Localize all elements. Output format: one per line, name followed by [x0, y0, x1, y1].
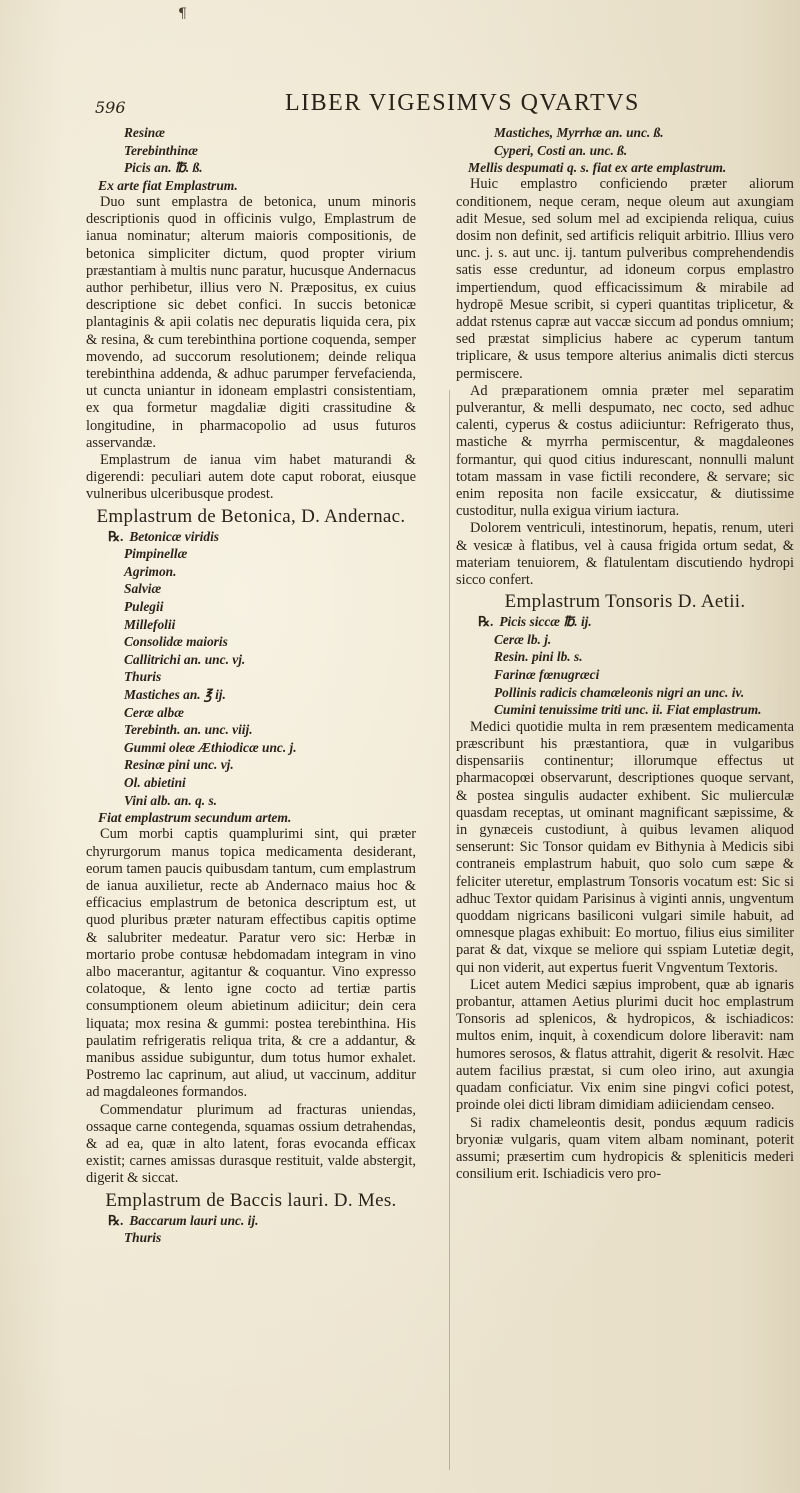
ingredient: Ol. abietini	[124, 774, 186, 790]
ingredient: ℞. Picis siccæ ℔. ij.	[478, 614, 592, 630]
ingredient: Farinæ fœnugræci	[494, 667, 600, 683]
ingredient: Terebinthinæ	[124, 142, 198, 158]
ingredient: Resinæ	[124, 125, 165, 140]
paragraph: Emplastrum de ianua vim habet maturandi & digerendi: peculiari autem dote caput roborat, eiusque vulneribus ulceribusque prodest.	[86, 452, 416, 503]
ingredient: Ceræ lb. j.	[494, 631, 552, 647]
recipe-symbol-icon: ℞.	[478, 614, 494, 630]
recipe-note: Fiat emplastrum secundum artem.	[98, 810, 292, 826]
ingredient: Ceræ albæ	[124, 704, 184, 720]
ingredient: Salviæ	[124, 581, 162, 597]
recipe-note: Ex arte fiat Emplastrum.	[98, 177, 238, 193]
ingredient: Agrimon.	[124, 563, 177, 579]
ingredient: Pollinis radicis chamæleonis nigri an unc. iv.	[494, 684, 745, 700]
ingredient: Pimpinellæ	[124, 546, 188, 562]
paragraph: Dolorem ventriculi, intestinorum, hepatis, renum, uteri & vesicæ à flatibus, vel à causa frigida ortum sedat, & materiam tenuiorem, & flatulentam discutiendo hydropi sicco confert.	[456, 520, 794, 589]
ingredient: Resinæ pini unc. vj.	[124, 757, 234, 773]
ingredient: Consolidæ maioris	[124, 634, 228, 650]
ingredient: Gummi oleæ Æthiodicæ unc. j.	[124, 739, 297, 755]
ingredient: Callitrichi an. unc. vj.	[124, 651, 246, 667]
ingredient: Pulegii	[124, 599, 164, 615]
ingredient: Millefolii	[124, 616, 176, 632]
paragraph: Duo sunt emplastra de betonica, unum minoris descriptionis quod in officinis vulgo, Emplastrum de ianua nominatur; alterum maioris compositionis, de betonica simpliciter dictum, quod propter virium præstantiam à multis nunc paratur, hucusque Andernacus author perhibetur, illius vero N. Præpositus, ex cuius descriptione sic debet confici. In succis betonicæ plantaginis & apii colatis nec depuratis liquida cera, pix & resina, & cum terebinthina portione coquenda, semper movendo, ad succorum resolutionem; deinde reliqua terebinthina addenda, & adhuc parumper fervefacienda, ut cuncta uniantur in idoneam emplastri consistentiam, ex qua formetur magdaliæ digiti crassitudine & longitudine, in pharmacopolio ad usus futuros asservandæ.	[86, 193, 416, 451]
ingredient: Mastiches an. ℥ ij.	[124, 686, 226, 702]
section-title: Emplastrum de Betonica, D. Andernac.	[96, 505, 406, 527]
page-number: 596	[95, 98, 126, 117]
ingredient: Terebinth. an. unc. viij.	[124, 722, 253, 738]
ingredient: Cumini tenuissime triti unc. ii. Fiat emplastrum.	[494, 702, 762, 718]
recipe-symbol-icon: ℞.	[108, 1212, 124, 1228]
ingredient: Picis an. ℔. ß.	[124, 160, 203, 176]
right-column	[456, 124, 794, 1183]
running-title: LIBER VIGESIMVS QVARTVS	[285, 90, 640, 116]
section-title: Emplastrum de Baccis lauri. D. Mes.	[105, 1189, 397, 1211]
ingredient: Thuris	[124, 669, 162, 685]
paragraph: Si radix chameleontis desit, pondus æquum radicis bryoniæ vulgaris, quam vitem albam nominant, poterit assumi; præsertim cum hydropicis & spleniticis mederi consilium erit. Ischiadicis vero pro-	[456, 1114, 794, 1183]
left-column	[86, 124, 416, 1247]
ingredient: Mastiches, Myrrhæ an. unc. ß.	[494, 125, 664, 140]
page-header	[95, 90, 735, 120]
paragraph: Ad præparationem omnia præter mel separatim pulverantur, & melli despumato, nec cocto, sed adhuc calenti, cyperus & costus adiiciuntur: Refrigerato thus, mastiche & myrrha permiscentur, & magdaleones formantur, qui quod citius indurescant, nonnulli malunt totam massam in vase fictili recondere, & servare; sic enim reposita non facile exsiccatur, & diutissime custoditur, nulla exigua virium iactura.	[456, 382, 794, 520]
ingredient: Cyperi, Costi an. unc. ß.	[494, 142, 628, 158]
recipe-symbol-icon: ℞.	[108, 528, 124, 544]
ingredient: Vini alb. an. q. s.	[124, 792, 218, 808]
ingredient: ℞. Betonicæ viridis	[108, 528, 220, 544]
printer-mark: ¶	[178, 6, 187, 22]
ingredient: ℞. Baccarum lauri unc. ij.	[108, 1212, 259, 1228]
paragraph: Medici quotidie multa in rem præsentem medicamenta præscribunt his præstantiora, quæ in vulgaribus dispensariis continentur; illorumque effectus ut pharmacopœi observarunt, descriptiones quoque servant, & postea singulis audacter exhibent. Sic mulierculæ quasdam receptas, ut ominant magnificant sæpissime, & in gynæceis custodiunt, à quibus levamen aliquod senserunt: Sic Tonsor quidam ev Bithynia à Medicis sibi contraneis emplastrum habuit, quo solo cum sæpe & feliciter uteretur, emplastrum Tonsoris vocatum est: Sic si adhuc Textor quidam Parisinus à viginti annis, ungventum quoddam nigricans basiliconi vulgari simile habuit, ad omnesque plagas exhibuit: Eo mortuo, filius eius similiter parat & dat, vixque se meliore qui sspiam Lutetiæ degit, qui non viderit, aut expertus fuerit Vngventum Textoris.	[456, 718, 794, 976]
ingredient: Resin. pini lb. s.	[494, 649, 583, 665]
paragraph: Commendatur plurimum ad fracturas uniendas, ossaque carne contegenda, squamas ossium detrahendas, & ad ea, quæ in alto latent, foras evocanda efficax existit; carnes amissas durasque restituit, valde abstergit, digerit & siccat.	[86, 1101, 416, 1187]
section-title: Emplastrum Tonsoris D. Aetii.	[504, 591, 746, 613]
column-divider	[449, 390, 450, 1470]
paragraph: Huic emplastro conficiendo præter aliorum conditionem, neque ceram, neque oleum aut axungiam adit Mesue, sed solum mel ad excipienda reliqua, cuius dosim non definit, sed artificis reliquit arbitrio. Illius vero unc. j. s. aut unc. ij. tantum pulveribus comprehendendis satis esse creduntur, ad idoneum corpus emplastro impertiendum, quod efficacissimum & mirabile ad hydropē Mesue scribit, si cyperi quantitas triplicetur, & addat rstenus capræ aut vaccæ siccum ad pondus omnium; sed præstat simplicius habere ac cyperum tantum triplicare, & usus tempore alterius animalis dicti stercus permiscere.	[456, 176, 794, 382]
ingredient: Thuris	[124, 1230, 162, 1246]
paragraph: Licet autem Medici sæpius improbent, quæ ab ignaris probantur, attamen Aetius plurimi ducit hoc emplastrum Tonsoris ad splenicos, & hydropicos, & ischiadicos: multos enim, inquit, à coxendicum dolore liberavit: nam humores serosos, & flatus attrahit, digerit & resolvit. Hæc autem facilius præstat, si cum oleo irino, aut axungia quadam conficiatur. Vix enim sine pingvi cofici potest, proinde olei dicti libram dimidiam adiiciendam censeo.	[456, 976, 794, 1114]
paragraph: Cum morbi captis quamplurimi sint, qui præter chyrurgorum manus topica medicamenta desiderant, eorum tamen paucis quibusdam tantum, cum emplastrum de ianua auxilietur, recte ab Andernaco maius hoc & efficacius emplastrum de betonica descriptum est, ut quod pluribus præter naturam effectibus capitis optime & salubriter medeatur. Paratur vero sic: Herbæ in mortario probe contusæ hebdomadam integram in vino albo macerantur, agitantur & coquantur. Vino expresso colatoque, & lento igne cocto ad tertiæ partis consumptionem oleum abietinum adiicitur; dein cera liquata; mox resina & gummi: postea terebinthina. His paulatim refrigeratis reliqua trita, & cre a addantur, & manibus assidue subiguntur, dum totus humor exhalet. Postremo lac caprinum, aut aliud, ut vaccinum, additur ad magdaleones formandos.	[86, 826, 416, 1101]
recipe-note: Mellis despumati q. s. fiat ex arte emplastrum.	[468, 160, 727, 176]
